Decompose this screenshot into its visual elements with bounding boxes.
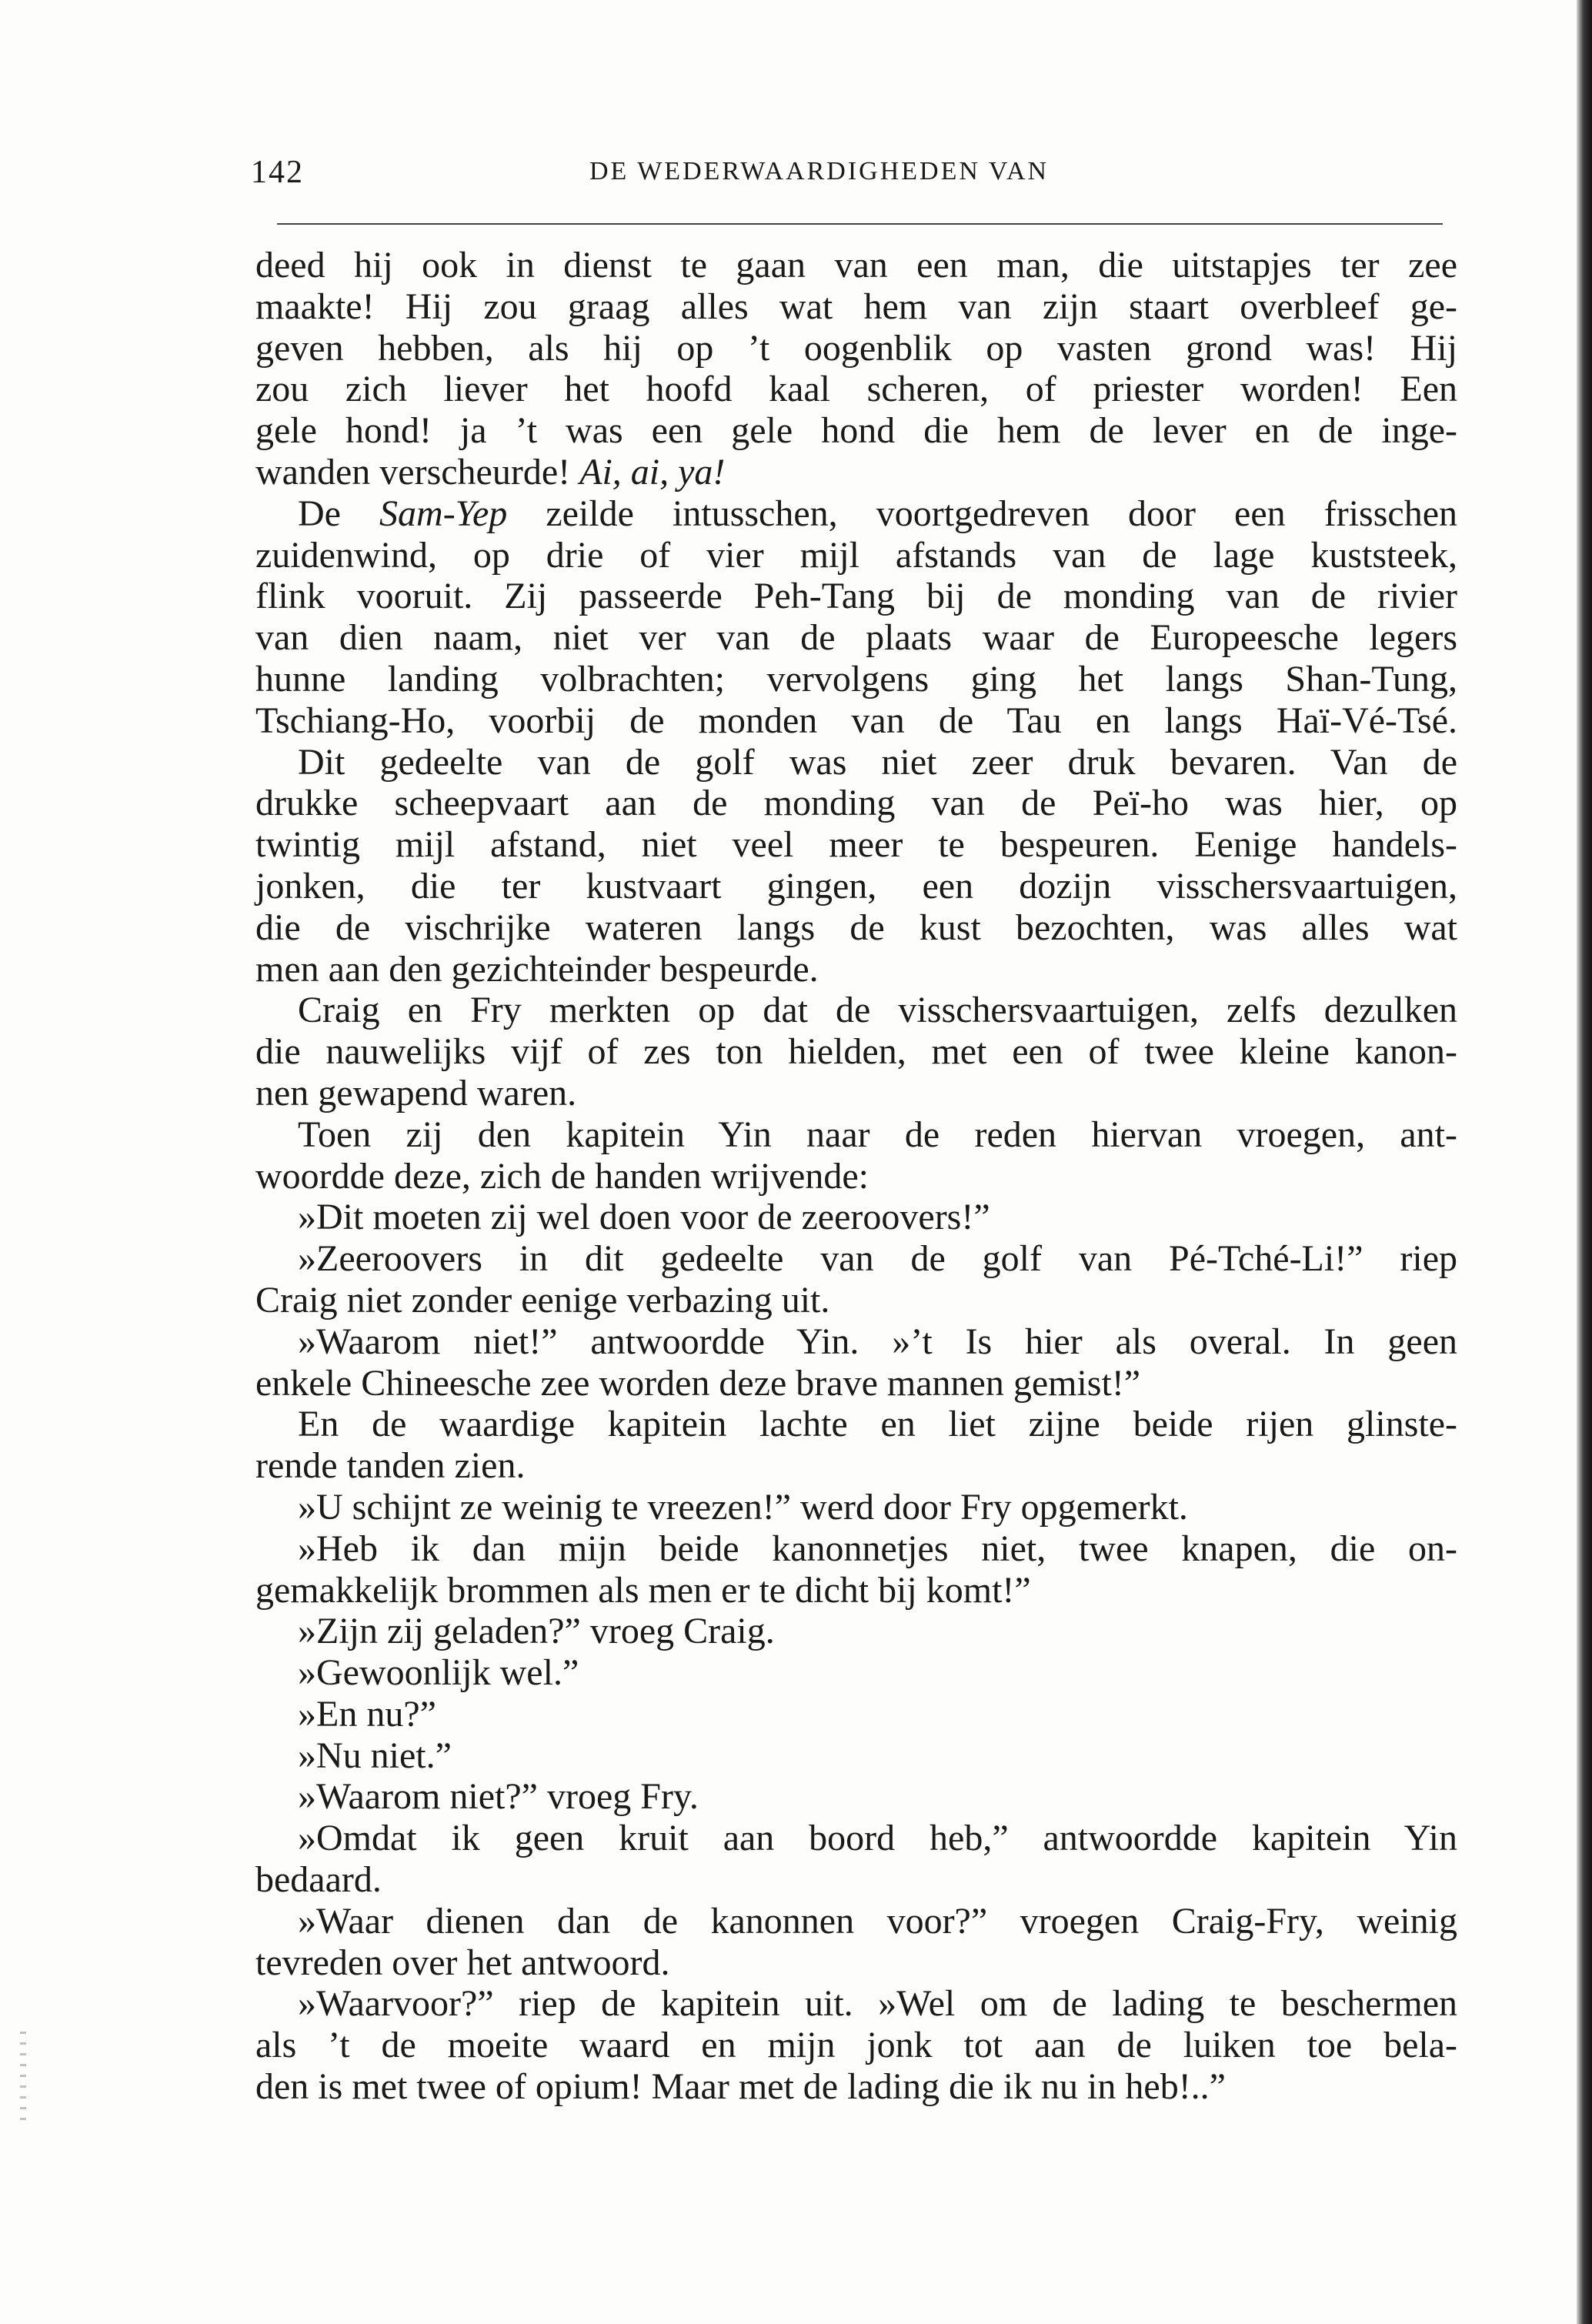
text-line	[255, 1818, 1457, 1859]
text-line	[255, 1238, 1457, 1280]
text-line-roman: nen gewapend waren.	[255, 1072, 577, 1114]
text-line-roman: bedaard.	[255, 1859, 382, 1901]
text-line-roman: Craig niet zonder eenige verbazing uit.	[255, 1279, 830, 1321]
text-line-roman: Toen zij den kapitein Yin naar de reden hiervan vroegen, ant-	[298, 1114, 1457, 1155]
text-line	[255, 1694, 1457, 1735]
text-line-roman: »Waarvoor?” riep de kapitein uit. »Wel om de lading te beschermen	[298, 1983, 1457, 2025]
text-line	[255, 1031, 1457, 1073]
text-line	[255, 1487, 1457, 1528]
text-line	[255, 1363, 1457, 1404]
text-line-roman: den is met twee of opium! Maar met de lading die ik nu in heb!..”	[255, 2066, 1226, 2108]
text-line-roman: jonken, die ter kustvaart gingen, een dozijn visschersvaartuigen,	[255, 865, 1457, 907]
text-line	[255, 1073, 1457, 1114]
text-line	[255, 245, 1457, 286]
text-line-roman: deed hij ook in dienst te gaan van een man, die uitstapjes ter zee	[255, 245, 1457, 285]
text-line	[255, 1776, 1457, 1818]
text-line-roman: »Gewoonlijk wel.”	[298, 1652, 579, 1694]
text-line-roman: »Zeeroovers in dit gedeelte van de golf van Pé-Tché-Li!” riep	[298, 1238, 1457, 1280]
text-line-roman: maakte! Hij zou graag alles wat hem van zijn staart overbleef ge-	[255, 285, 1457, 327]
text-line-roman: die de vischrijke wateren langs de kust bezochten, was alles wat	[255, 907, 1457, 948]
text-line	[255, 1197, 1457, 1238]
text-line-roman: zuidenwind, op drie of vier mijl afstands van de lage kuststeek,	[255, 534, 1457, 576]
text-line-italic: Ai, ai, ya!	[579, 451, 726, 493]
text-line	[255, 617, 1457, 659]
text-line-roman: »Waarom niet!” antwoordde Yin. »’t Is hier als overal. In geen	[298, 1321, 1457, 1362]
text-line-roman: die nauwelijks vijf of zes ton hielden, met een of twee kleine kanon-	[255, 1031, 1457, 1073]
text-line	[255, 2066, 1457, 2108]
text-line-roman: De	[298, 493, 380, 534]
text-line	[255, 907, 1457, 949]
text-line-roman: Craig en Fry merkten op dat de visschersvaartuigen, zelfs dezulken	[298, 990, 1457, 1031]
text-line-roman-cont: zeilde intusschen, voortgedreven door een frisschen	[507, 493, 1458, 534]
text-line	[255, 824, 1457, 866]
text-line	[255, 1156, 1457, 1197]
text-line-roman: »En nu?”	[298, 1693, 436, 1735]
text-line	[255, 1528, 1457, 1570]
text-line	[255, 493, 1457, 535]
scan-edge-shadow	[1577, 0, 1592, 2324]
text-line	[255, 1735, 1457, 1777]
text-line	[255, 1570, 1457, 1611]
text-line-roman: »U schijnt ze weinig te vreezen!” werd door Fry opgemerkt.	[298, 1486, 1188, 1528]
text-line-roman: wanden verscheurde!	[255, 451, 580, 493]
running-header	[251, 154, 1443, 200]
text-line	[255, 452, 1457, 493]
header-rule	[277, 223, 1443, 225]
text-line-roman: flink vooruit. Zij passeerde Peh-Tang bij de monding van de rivier	[255, 576, 1457, 617]
text-line	[255, 1445, 1457, 1487]
text-line-italic: Sam-Yep	[379, 493, 508, 534]
text-line-roman: »Nu niet.”	[298, 1735, 452, 1776]
text-line	[255, 2025, 1457, 2066]
text-line	[255, 1942, 1457, 1984]
text-line-roman: Dit gedeelte van de golf was niet zeer druk bevaren. Van de	[298, 741, 1457, 783]
text-line	[255, 1983, 1457, 2025]
text-line-roman: zou zich liever het hoofd kaal scheren, of priester worden! Een	[255, 369, 1457, 410]
text-line	[255, 1404, 1457, 1445]
text-line	[255, 369, 1457, 410]
text-line-roman: »Waarom niet?” vroeg Fry.	[298, 1776, 699, 1818]
text-line	[255, 1611, 1457, 1652]
text-line-roman: Tschiang-Ho, voorbij de monden van de Tau en langs Haï-Vé-Tsé.	[255, 700, 1457, 741]
text-line-roman: »Dit moeten zij wel doen voor de zeeroovers!”	[298, 1197, 990, 1238]
text-line-roman: geven hebben, als hij op ’t oogenblik op vasten grond was! Hij	[255, 327, 1457, 369]
text-line-roman: gele hond! ja ’t was een gele hond die hem de lever en de inge-	[255, 410, 1457, 452]
text-line	[255, 410, 1457, 452]
page-number: 142	[251, 155, 304, 190]
text-line-roman: rende tanden zien.	[255, 1445, 526, 1487]
body-text	[255, 245, 1457, 2108]
text-line	[255, 1901, 1457, 1942]
text-line	[255, 535, 1457, 576]
text-line	[255, 1114, 1457, 1156]
text-line	[255, 328, 1457, 369]
text-line-roman: tevreden over het antwoord.	[255, 1942, 670, 1983]
text-line-roman: enkele Chineesche zee worden deze brave mannen gemist!”	[255, 1362, 1141, 1404]
text-line	[255, 659, 1457, 700]
text-line	[255, 742, 1457, 783]
text-line	[255, 286, 1457, 328]
text-line-roman: gemakkelijk brommen als men er te dicht bij komt!”	[255, 1569, 1031, 1611]
text-line-roman: »Zijn zij geladen?” vroeg Craig.	[298, 1611, 775, 1652]
text-line	[255, 949, 1457, 990]
text-line-roman: twintig mijl afstand, niet veel meer te bespeuren. Eenige handels-	[255, 824, 1457, 866]
text-line	[255, 576, 1457, 617]
text-line-roman: woordde deze, zich de handen wrijvende:	[255, 1155, 869, 1197]
text-line	[255, 1280, 1457, 1321]
text-line	[255, 783, 1457, 824]
text-line	[255, 990, 1457, 1031]
text-line-roman: hunne landing volbrachten; vervolgens ging het langs Shan-Tung,	[255, 658, 1457, 700]
running-title: DE WEDERWAARDIGHEDEN VAN	[589, 157, 1050, 185]
text-line-roman: men aan den gezichteinder bespeurde.	[255, 948, 819, 990]
text-line-roman: drukke scheepvaart aan de monding van de Peï-ho was hier, op	[255, 783, 1457, 824]
text-line	[255, 1321, 1457, 1363]
text-line-roman: En de waardige kapitein lachte en liet zijne beide rijen glinste-	[298, 1404, 1457, 1445]
text-line	[255, 700, 1457, 742]
scan-margin-specks	[20, 2032, 26, 2124]
text-line	[255, 1652, 1457, 1694]
text-line-roman: »Omdat ik geen kruit aan boord heb,” antwoordde kapitein Yin	[298, 1818, 1457, 1859]
text-line	[255, 866, 1457, 907]
text-line	[255, 1859, 1457, 1901]
text-line-roman: »Heb ik dan mijn beide kanonnetjes niet, twee knapen, die on-	[298, 1528, 1457, 1569]
text-line-roman: van dien naam, niet ver van de plaats waar de Europeesche legers	[255, 617, 1457, 659]
text-line-roman: als ’t de moeite waard en mijn jonk tot aan de luiken toe bela-	[255, 2025, 1457, 2066]
text-line-roman: »Waar dienen dan de kanonnen voor?” vroegen Craig-Fry, weinig	[298, 1900, 1457, 1942]
